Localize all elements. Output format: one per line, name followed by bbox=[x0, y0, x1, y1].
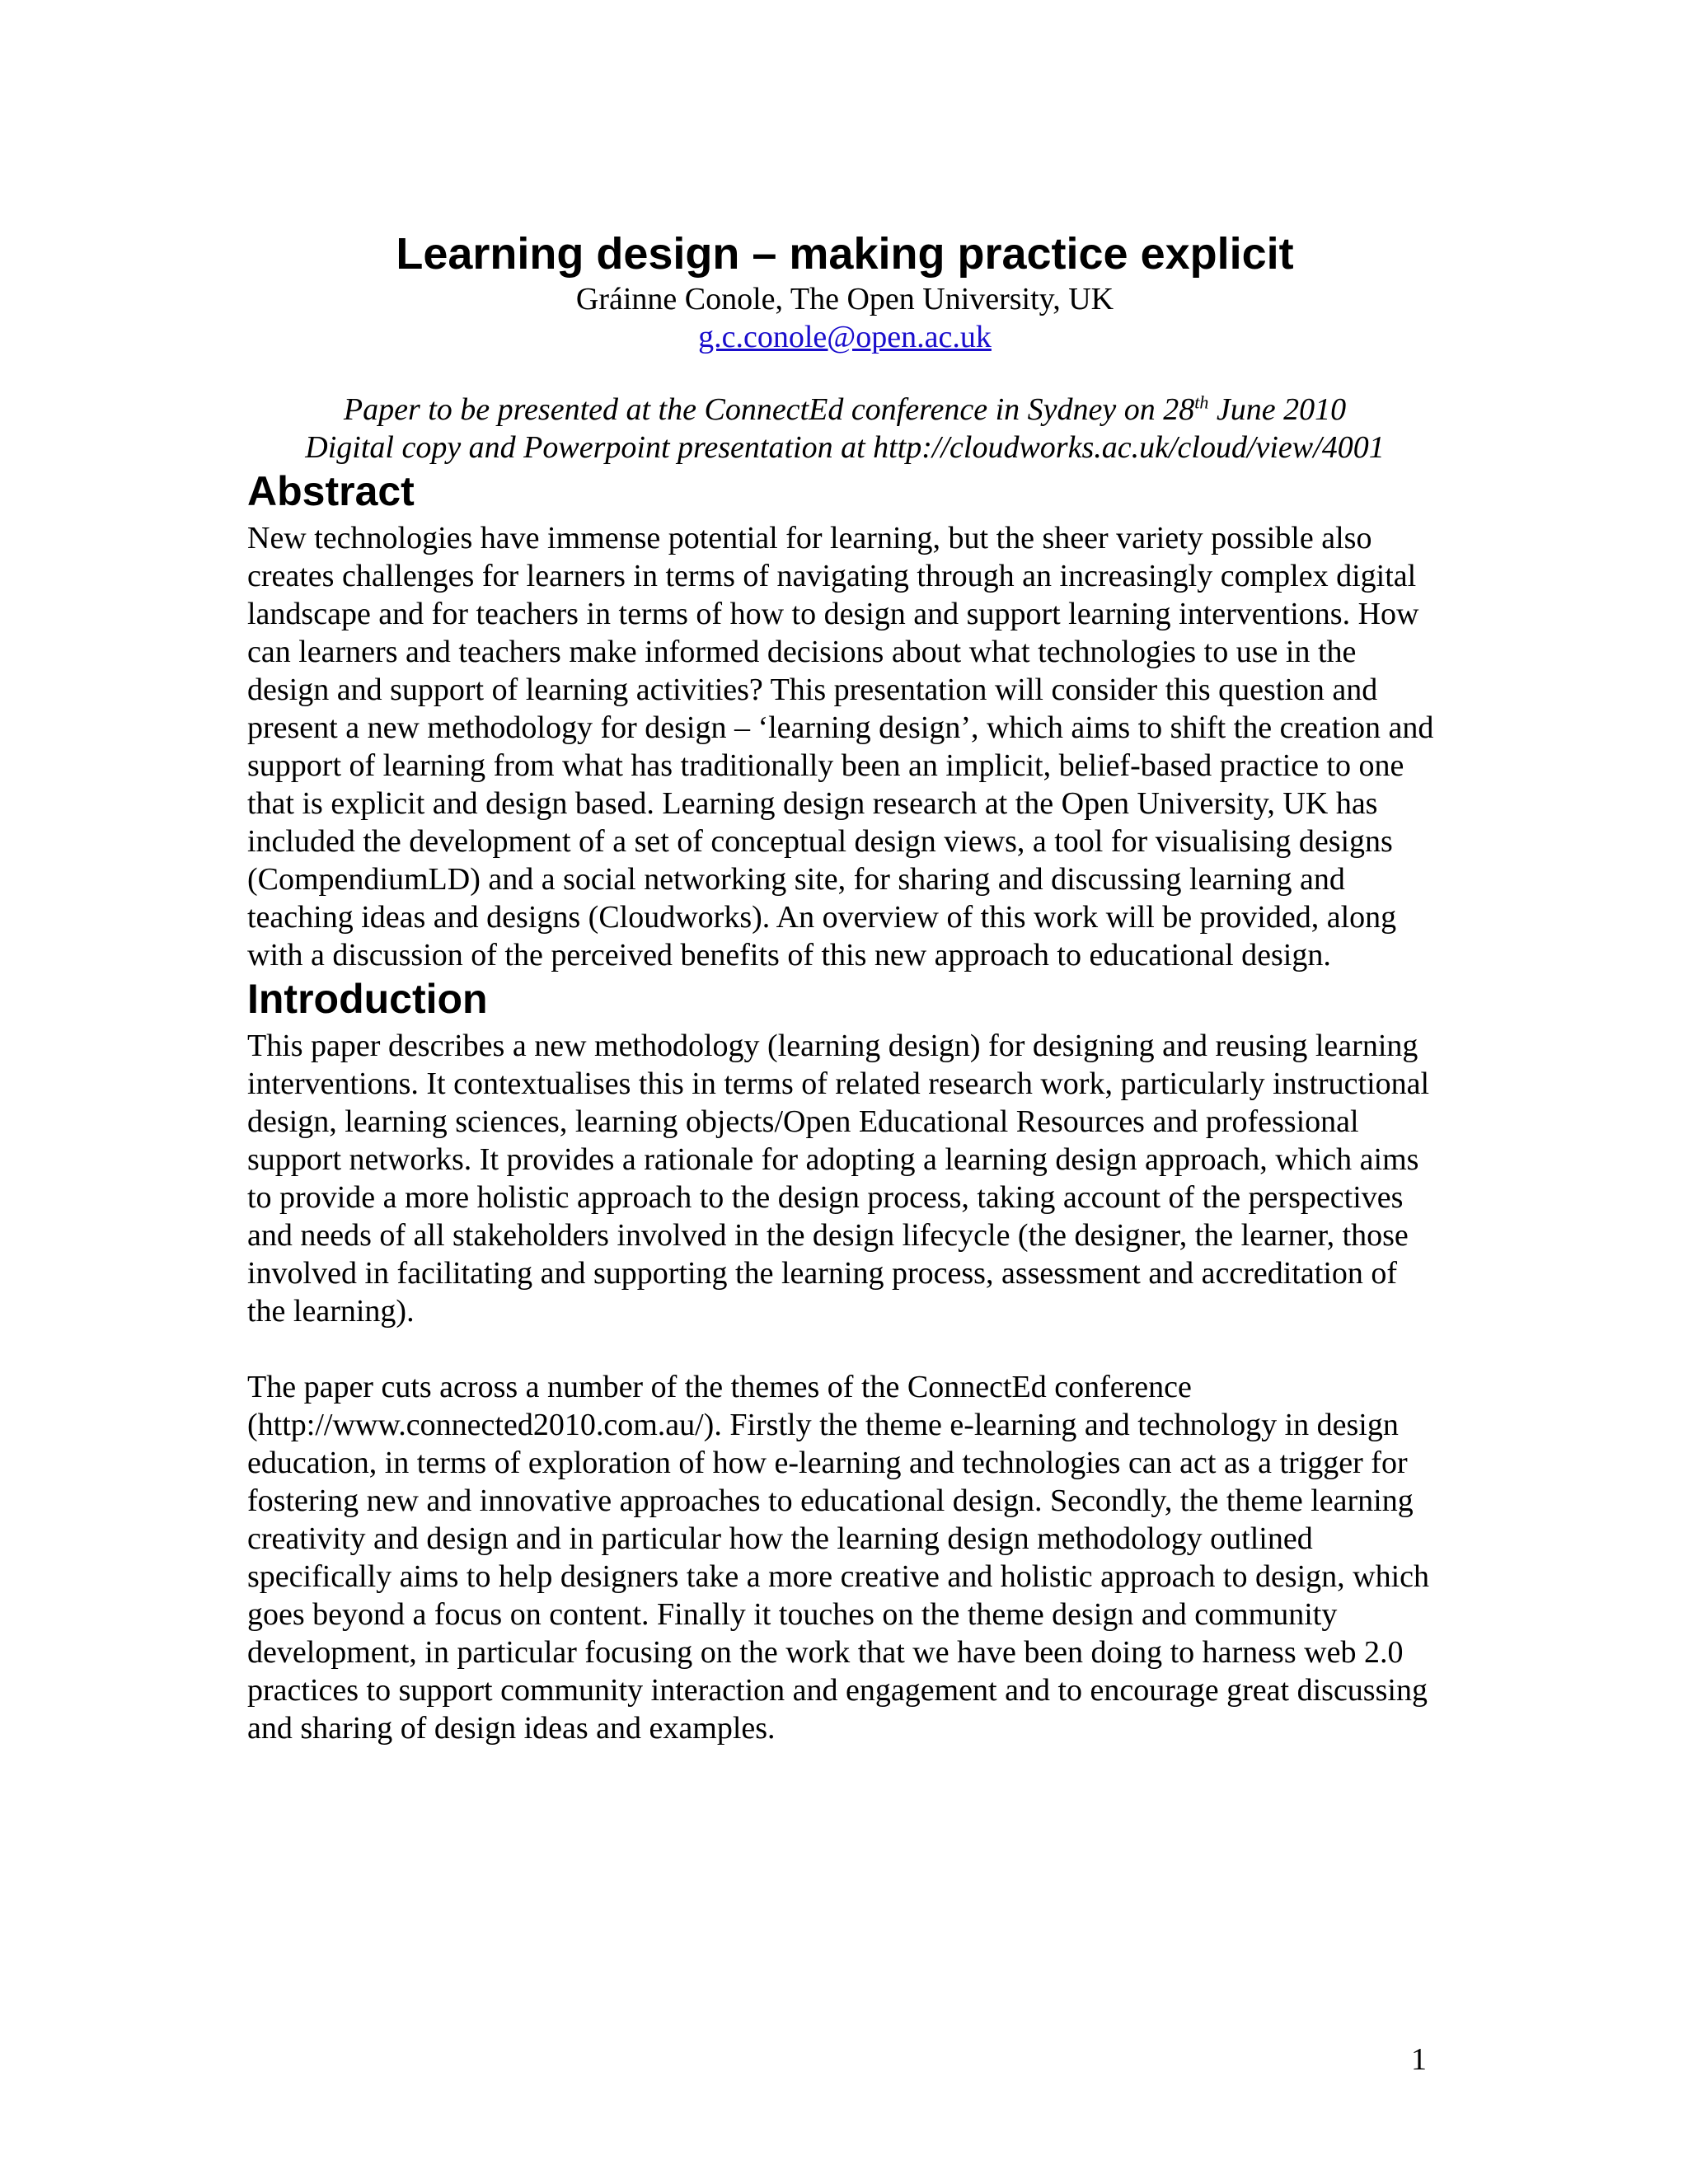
author-line: Gráinne Conole, The Open University, UK bbox=[575, 282, 1114, 316]
abstract-heading: Abstract bbox=[247, 468, 415, 514]
author-email bbox=[247, 318, 1442, 356]
presentation-line-1 bbox=[247, 391, 1442, 429]
paper-title: Learning design – making practice explicit bbox=[396, 229, 1294, 279]
introduction-paragraph-1: This paper describes a new methodology (learning design) for designing and reusing learning interventions. It contextualises this in terms of related research work, particularly instructional design, learning sciences, learning objects/Open Educational Resources and professional support networks. It provides a rationale for adopting a learning design approach, which aims to provide a more holistic approach to the design process, taking account of the perspectives and needs of all stakeholders involved in the design lifecycle (the designer, the learner, those involved in facilitating and supporting the learning process, assessment and accreditation of the learning). bbox=[247, 1029, 1430, 1329]
presentation-info bbox=[247, 391, 1442, 466]
presentation-line-2: Digital copy and Powerpoint presentation at http://cloudworks.ac.uk/cloud/view/4001 bbox=[305, 430, 1385, 465]
introduction-heading: Introduction bbox=[247, 976, 488, 1022]
introduction-paragraph-2: The paper cuts across a number of the themes of the ConnectEd conference (http://www.connected2010.com.au/). Firstly the theme e-learning and technology in design education, in terms of exploration of how e-learning and technologies can act as a trigger for fostering new and innovative approaches to educational design. Secondly, the theme learning creativity and design and in particular how the learning design methodology outlined specifically aims to help designers take a more creative and holistic approach to design, which goes beyond a focus on content. Finally it touches on the theme design and community development, in particular focusing on the work that we have been doing to harness web 2.0 practices to support community interaction and engagement and to encourage great discussing and sharing of design ideas and examples. bbox=[247, 1370, 1430, 1746]
presentation-line-1-date: June 2010 bbox=[1208, 392, 1347, 427]
date-ordinal-suffix: th bbox=[1194, 391, 1209, 413]
page-number: 1 bbox=[1411, 2042, 1427, 2077]
presentation-line-1-text: Paper to be presented at the ConnectEd conference in Sydney on 28 bbox=[343, 392, 1195, 427]
email-link[interactable]: g.c.conole@open.ac.uk bbox=[698, 320, 992, 354]
abstract-paragraph: New technologies have immense potential for learning, but the sheer variety possible also creates challenges for learners in terms of navigating through an increasingly complex digital landscape and for teachers in terms of how to design and support learning interventions. How can learners and teachers make informed decisions about what technologies to use in the design and support of learning activities? This presentation will consider this question and present a new methodology for design – ‘learning design’, which aims to shift the creation and support of learning from what has traditionally been an implicit, belief-based practice to one that is explicit and design based. Learning design research at the Open University, UK has included the development of a set of conceptual design views, a tool for visualising designs (CompendiumLD) and a social networking site, for sharing and discussing learning and teaching ideas and designs (Cloudworks). An overview of this work will be provided, along with a discussion of the perceived benefits of this new approach to educational design. bbox=[247, 521, 1434, 972]
page-content bbox=[247, 227, 1442, 1747]
